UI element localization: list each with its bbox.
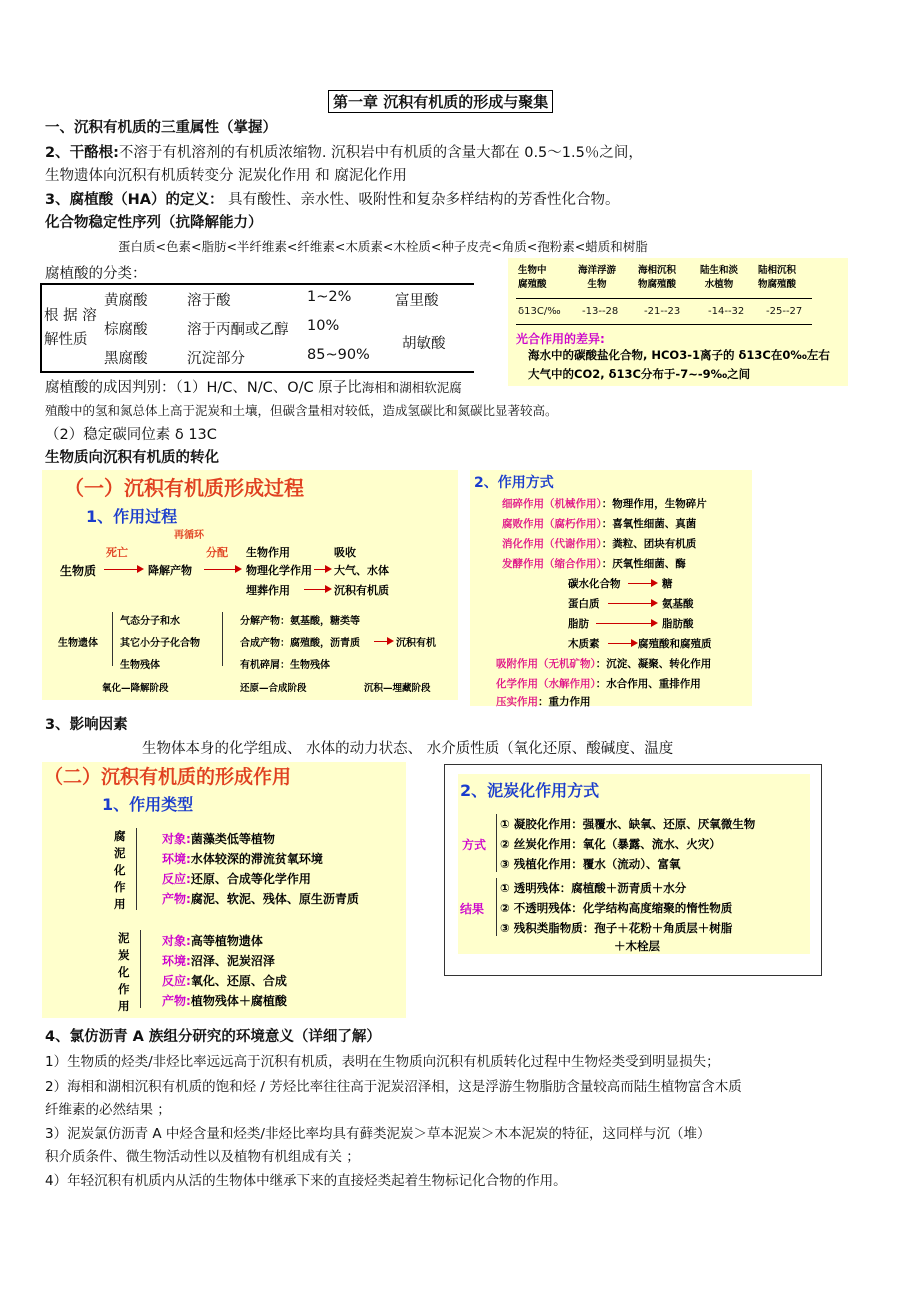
arrow-icon: [628, 583, 656, 584]
pair-b: 氨基酸: [662, 598, 694, 610]
bracket-icon: [496, 878, 497, 936]
formation-subtitle: 1、作用类型: [102, 795, 194, 814]
sap-item: 产物:腐泥、软泥、残体、原生沥青质: [162, 892, 359, 906]
bracket-icon: [140, 930, 141, 1008]
mode-label: 方式: [462, 838, 487, 852]
iso-row-label: δ13C/‰: [518, 306, 561, 317]
arrow-icon: [608, 603, 656, 604]
gas-label: 气态分子和水: [120, 616, 180, 627]
saprofication-label: 腐 泥 化 作 用: [114, 829, 126, 911]
peat-result-item: ① 透明残体：腐植酸＋沥青质＋水分: [500, 881, 687, 895]
arrow-icon: [304, 589, 330, 590]
humic-def-label: 3、腐植酸（HA）的定义：: [45, 192, 224, 208]
iso-value: -25--27: [766, 306, 803, 317]
arrow-icon: [596, 623, 656, 624]
section-heading-1: 一、沉积有机质的三重属性（掌握）: [45, 120, 277, 136]
mode-item: 细碎作用（机械作用）：物理作用，生物碎片: [502, 498, 707, 510]
iso-rule: [516, 298, 812, 299]
organism-label: 生物质: [60, 564, 97, 578]
class-name: 黑腐酸: [104, 351, 148, 367]
peatification-label: 泥 炭 化 作 用: [118, 931, 130, 1013]
s4-paragraph: 积介质条件、微生物活动性以及植物有机组成有关 ；: [45, 1149, 360, 1165]
bracket-icon: [136, 828, 137, 910]
peat-mode-item: ② 丝炭化作用：氧化（暴露、流水、火灾）: [500, 837, 721, 851]
mode-item: 化学作用（水解作用）：水合作用、重排作用: [496, 678, 701, 690]
pair-b: 脂肪酸: [662, 618, 694, 630]
pair-a: 蛋白质: [568, 598, 600, 610]
class-percent: 10%: [307, 318, 340, 334]
pair-a: 碳水化合物: [568, 578, 621, 590]
iso-rule: [516, 324, 812, 325]
peat-result-item: ＋木栓层: [614, 939, 660, 953]
process-subtitle: 1、作用过程: [86, 507, 178, 526]
transform-heading: 生物质向沉积有机质的转化: [45, 450, 219, 466]
factor-heading: 3、影响因素: [45, 717, 128, 733]
decompose-label: 分解产物：氨基酸，糖类等: [240, 616, 360, 627]
mode-item: 压实作用：重力作用: [496, 696, 591, 708]
arrow-icon: [374, 641, 392, 642]
formation-title: （二）沉积有机质的形成作用: [44, 766, 292, 788]
stability-heading: 化合物稳定性序列（抗降解能力）: [45, 215, 263, 231]
pair-a: 木质素: [568, 638, 600, 650]
kerogen-text: 不溶于有机溶剂的有机质浓缩物. 沉积岩中有机质的含量大都在 0.5～1.5％之间，: [118, 145, 643, 161]
class-name: 黄腐酸: [104, 293, 148, 309]
class-solubility: 溶于酸: [187, 293, 231, 309]
burial-label: 埋葬作用: [246, 584, 290, 597]
pair-b: 糖: [662, 578, 673, 590]
result-label: 结果: [460, 902, 485, 916]
origin-line-3: （2）稳定碳同位素 δ 13C: [45, 427, 217, 443]
iso-value: -21--23: [644, 306, 681, 317]
section-4-heading: 4、氯仿沥青 A 族组分研究的环境意义（详细了解）: [45, 1029, 381, 1045]
class-percent: 85~90%: [307, 347, 370, 363]
photosynthesis-diff-2: 大气中的CO2, δ13C分布于-7~-9‰之间: [528, 367, 751, 381]
iso-header: 陆相沉积 物腐殖酸: [758, 265, 797, 290]
sed-om2-label: 沉积有机: [396, 638, 436, 649]
arrow-icon: [204, 569, 240, 570]
group-label-2: 解性质: [44, 332, 88, 348]
group-label-1: 根 据 溶: [44, 308, 97, 324]
bracket-icon: [496, 814, 497, 872]
iso-header: 海相沉积 物腐殖酸: [638, 265, 677, 290]
absorb-label: 吸收: [334, 546, 356, 559]
peat-item: 反应:氧化、还原、合成: [162, 974, 287, 988]
arrow-icon: [104, 569, 142, 570]
residual-label: 有机碎屑：生物残体: [240, 660, 330, 671]
bio-action-label: 生物作用: [246, 546, 290, 559]
arrow-icon: [608, 643, 636, 644]
sed-om-label: 沉积有机质: [334, 584, 389, 597]
iso-header: 陆生和淡 水植物: [700, 265, 739, 290]
s4-paragraph: 3）泥炭氯仿沥青 A 中烃含量和烃类/非烃比率均具有藓类泥炭＞草本泥炭＞木本泥炭的特征，这同样与沉（堆）: [45, 1126, 711, 1142]
cycle-label: 再循环: [174, 530, 204, 541]
mode-item: 吸附作用（无机矿物）：沉淀、凝聚、转化作用: [496, 658, 712, 670]
peat-mode-panel: [458, 774, 810, 954]
distribute-label: 分配: [206, 546, 228, 559]
mode-item: 消化作用（代谢作用）：粪粒、团块有机质: [502, 538, 697, 550]
factor-text: 生物体本身的化学组成、 水体的动力状态、 水介质性质（氧化还原、酸碱度、温度: [142, 741, 674, 757]
mode-panel: [470, 470, 752, 706]
process-title: （一）沉积有机质形成过程: [64, 476, 304, 500]
sap-item: 反应:还原、合成等化学作用: [162, 872, 311, 886]
photosynthesis-diff-1: 海水中的碳酸盐化合物, HCO3-1离子的 δ13C在0‰左右: [528, 348, 830, 362]
iso-value: -14--32: [708, 306, 745, 317]
class-name: 棕腐酸: [104, 322, 148, 338]
s4-paragraph: 纤维素的必然结果 ；: [45, 1102, 171, 1118]
sap-item: 环境:水体较深的滞流贫氧环境: [162, 852, 323, 866]
kerogen-line: [45, 141, 643, 162]
formation-panel: [42, 762, 406, 1018]
chapter-title: 第一章 沉积有机质的形成与聚集: [328, 90, 553, 113]
iso-value: -13--28: [582, 306, 619, 317]
small-compound-label: 其它小分子化合物: [120, 638, 200, 649]
peat-result-item: ③ 残积类脂物质：孢子＋花粉＋角质层＋树脂: [500, 921, 733, 935]
degrade-label: 降解产物: [148, 564, 192, 577]
humic-def-line: [45, 188, 620, 209]
death-label: 死亡: [106, 546, 128, 559]
physchem-label: 物理化学作用: [246, 564, 312, 577]
origin-line-1: [45, 376, 462, 397]
origin-text: 腐植酸的成因判别：（1）H/C、N/C、O/C 原子比: [45, 380, 362, 396]
peat-item: 环境:沼泽、泥炭沼泽: [162, 954, 275, 968]
photosynthesis-diff-title: 光合作用的差异:: [516, 332, 605, 346]
class-solubility: 溶于丙酮或乙醇: [187, 322, 289, 338]
mode-item: 腐败作用（腐朽作用）：喜氧性细菌、真菌: [502, 518, 697, 530]
remains-label: 生物遗体: [58, 638, 98, 649]
humic-acid-label: 胡敏酸: [402, 336, 446, 352]
air-water-label: 大气、水体: [334, 564, 389, 577]
iso-header: 海洋浮游 生物: [578, 265, 617, 290]
origin-small-text: 海相和湖相软泥腐: [361, 380, 462, 395]
process-panel: [42, 470, 458, 700]
red-stage-label: 还原—合成阶段: [240, 683, 307, 694]
s4-paragraph: 2）海相和湖相沉积有机质的饱和烃 / 芳烃比率往往高于泥炭沼泽相，这是浮游生物脂肪含量较高而陆生植物富含木质: [45, 1079, 742, 1095]
fulvic-acid-label: 富里酸: [395, 293, 439, 309]
peat-item: 对象:高等植物遗体: [162, 934, 263, 948]
peat-mode-item: ③ 残植化作用：覆水（流动）、富氧: [500, 857, 681, 871]
iso-header: 生物中 腐殖酸: [518, 265, 547, 290]
bracket-icon: [222, 612, 223, 666]
class-solubility: 沉淀部分: [187, 351, 245, 367]
kerogen-label: 2、干酪根:: [45, 145, 119, 161]
origin-line-2: 殖酸中的氢和氮总体上高于泥炭和土壤，但碳含量相对较低，造成氢碳比和氮碳比显著较高。: [45, 403, 558, 418]
mode-item: 发酵作用（缩合作用）：厌氧性细菌、酶: [502, 558, 686, 570]
humic-class-heading: 腐植酸的分类：: [45, 266, 147, 282]
humic-class-table: [40, 283, 474, 373]
bracket-icon: [112, 612, 113, 666]
pair-b: 腐殖酸和腐殖质: [638, 638, 712, 650]
peat-item: 产物:植物残体＋腐植酸: [162, 994, 287, 1008]
residue-label: 生物残体: [120, 660, 160, 671]
ox-stage-label: 氧化—降解阶段: [102, 683, 169, 694]
peat-mode-title: 2、泥炭化作用方式: [460, 781, 600, 800]
stability-sequence: 蛋白质<色素<脂肪<半纤维素<纤维素<木质素<木栓质<种子皮壳<角质<孢粉素<蜡质和树脂: [118, 239, 648, 254]
mode-title: 2、作用方式: [474, 475, 554, 491]
synth-label: 合成产物：腐殖酸，沥青质: [240, 638, 360, 649]
arrow-icon: [314, 569, 330, 570]
humic-def-text: 具有酸性、亲水性、吸附性和复杂多样结构的芳香性化合物。: [223, 192, 620, 208]
s4-paragraph: 1）生物质的烃类/非烃比率远远高于沉积有机质，表明在生物质向沉积有机质转化过程中生物烃类受到明显损失；: [45, 1054, 720, 1070]
class-percent: 1~2%: [307, 289, 352, 305]
peat-mode-item: ① 凝胶化作用：强覆水、缺氧、还原、厌氧微生物: [500, 817, 756, 831]
transform-line: 生物遗体向沉积有机质转变分 泥炭化作用 和 腐泥化作用: [45, 168, 407, 184]
pair-a: 脂肪: [568, 618, 589, 630]
s4-paragraph: 4）年轻沉积有机质内从活的生物体中继承下来的直接烃类起着生物标记化合物的作用。: [45, 1173, 567, 1189]
sed-stage-label: 沉积—埋藏阶段: [364, 683, 431, 694]
isotope-panel: [508, 258, 848, 386]
sap-item: 对象:菌藻类低等植物: [162, 832, 275, 846]
peat-result-item: ② 不透明残体：化学结构高度缩聚的惰性物质: [500, 901, 733, 915]
